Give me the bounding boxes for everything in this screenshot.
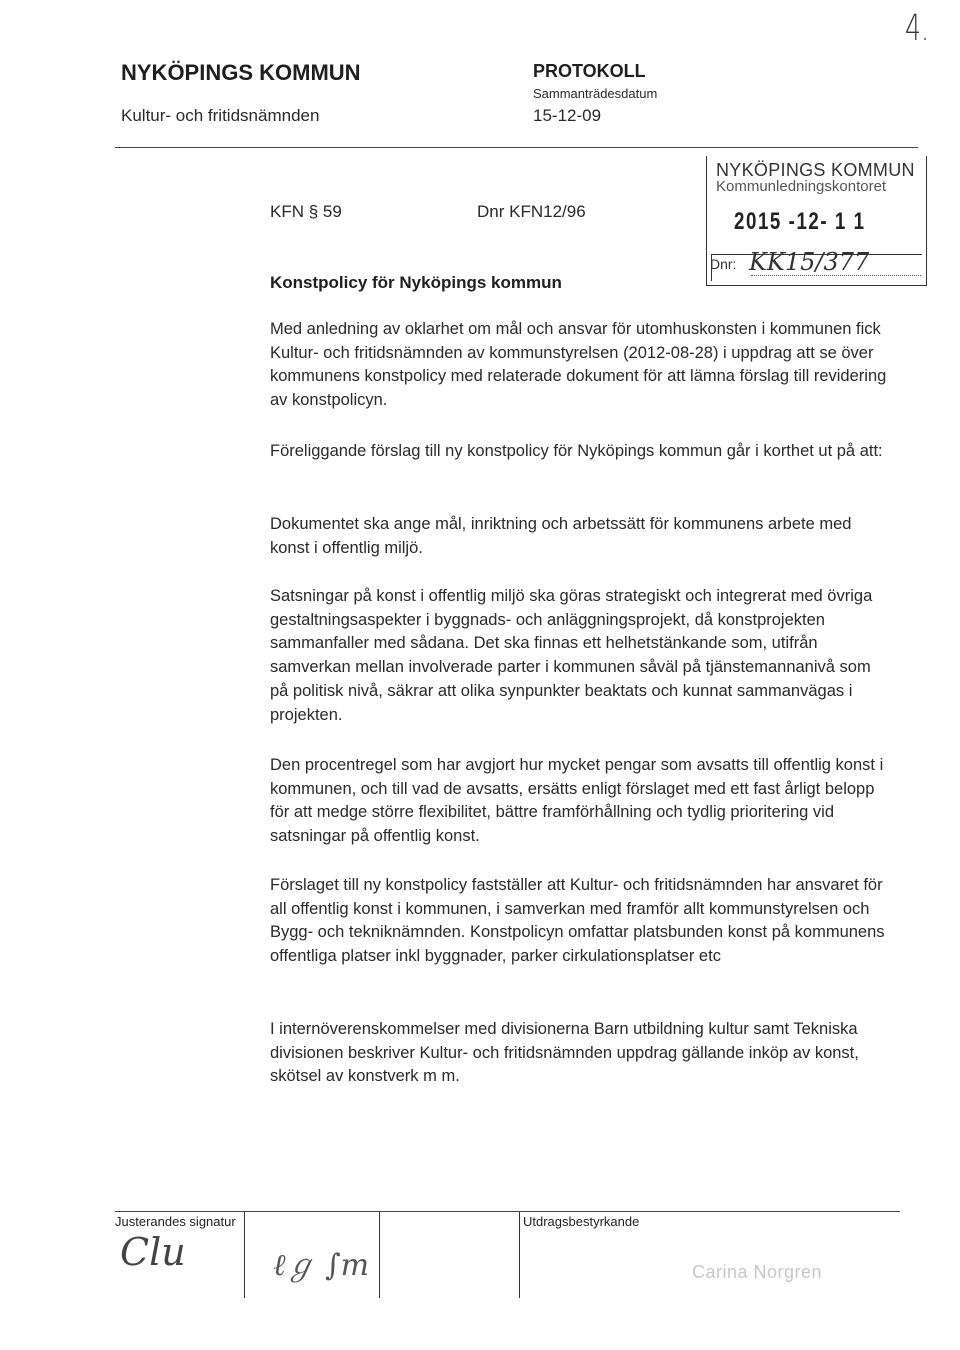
body-paragraph: Dokumentet ska ange mål, inriktning och arbetssätt för kommunens arbete med konst i offentlig miljö. [270,515,852,557]
signature-2: ℓℊ ∫m [273,1248,370,1283]
department-name: Kultur- och fritidsnämnden [121,106,320,125]
diary-number: Dnr KFN12/96 [477,202,586,221]
document-title: Konstpolicy för Nyköpings kommun [270,273,562,292]
organization-name: NYKÖPINGS KOMMUN [121,60,361,85]
signature-divider [379,1212,380,1298]
page-number: 4. [905,8,930,49]
footer-divider [115,1211,900,1212]
signature-divider [519,1212,520,1298]
signature-1: Clu [120,1230,186,1274]
body-paragraph: Den procentregel som har avgjort hur mycket pengar som avsatts till offentlig konst i kommunen, och till vad de avsatts, ersätts enligt förslaget med ett fast årligt belopp för att medge större flexibilitet, bättre framförhållning och tydlig prioritering vid satsningar på offentlig konst. [270,756,884,846]
justification-label: Justerandes signatur [115,1214,236,1229]
body-paragraph: I internöverenskommelser med divisionerna Barn utbildning kultur samt Tekniska divisionen beskriver Kultur- och fritidsnämnden uppdrag gällande inköp av konst, skötsel av konstverk m m. [270,1020,859,1086]
received-stamp [706,156,927,286]
body-paragraph: Förslaget till ny konstpolicy fastställer att Kultur- och fritidsnämnden har ansvaret för all offentlig konst i kommunen, i samverkan med framför allt kommunstyrelsen och Bygg- och tekniknämnden. Konstpolicyn omfattar platsbunden konst på kommunens offentliga platser inkl byggnader, parker cirkulationsplatser etc [270,876,885,966]
body-paragraph: Föreliggande förslag till ny konstpolicy för Nyköpings kommun går i korthet ut på att: [270,442,883,460]
signature-divider [244,1212,245,1298]
stamp-date: 2015 -12- 1 1 [734,208,866,235]
document-type: PROTOKOLL [533,61,646,81]
header-divider [115,147,918,148]
body-paragraph: Med anledning av oklarhet om mål och ansvar för utomhuskonsten i kommunen fick Kultur- och fritidsnämnden av kommunstyrelsen (2012-08-28) i uppdrag att se över kommunens konstpolicy med relaterade dokument för att lämna förslag till revidering av konstpolicyn. [270,320,887,410]
body-paragraph: Satsningar på konst i offentlig miljö ska göras strategiskt och integrerat med övriga gestaltningsaspekter i byggnads- och anläggningsprojekt, då konstprojekten sammanfaller med sådana. Det ska finnas ett helhetstänkande som, utifrån samverkan mellan involverade parter i kommunen såväl på tjänstemannanivå som på politisk nivå, säkrar att olika synpunkter beaktats och kunnat sammanvägas i projekten. [270,587,873,724]
stamp-dotted-line [751,275,921,276]
meeting-date: 15-12-09 [533,106,602,125]
certifier-name-stamp: Carina Norgren [692,1262,823,1282]
paragraph-reference: KFN § 59 [270,202,342,221]
stamp-organization: NYKÖPINGS KOMMUN [716,160,915,180]
stamp-dnr-label: Dnr: [710,256,737,272]
meeting-date-label: Sammanträdesdatum [533,86,658,101]
stamp-dnr-handwritten: KK15/377 [749,248,870,276]
stamp-office: Kommunledningskontoret [716,178,887,195]
extract-label: Utdragsbestyrkande [523,1214,640,1229]
